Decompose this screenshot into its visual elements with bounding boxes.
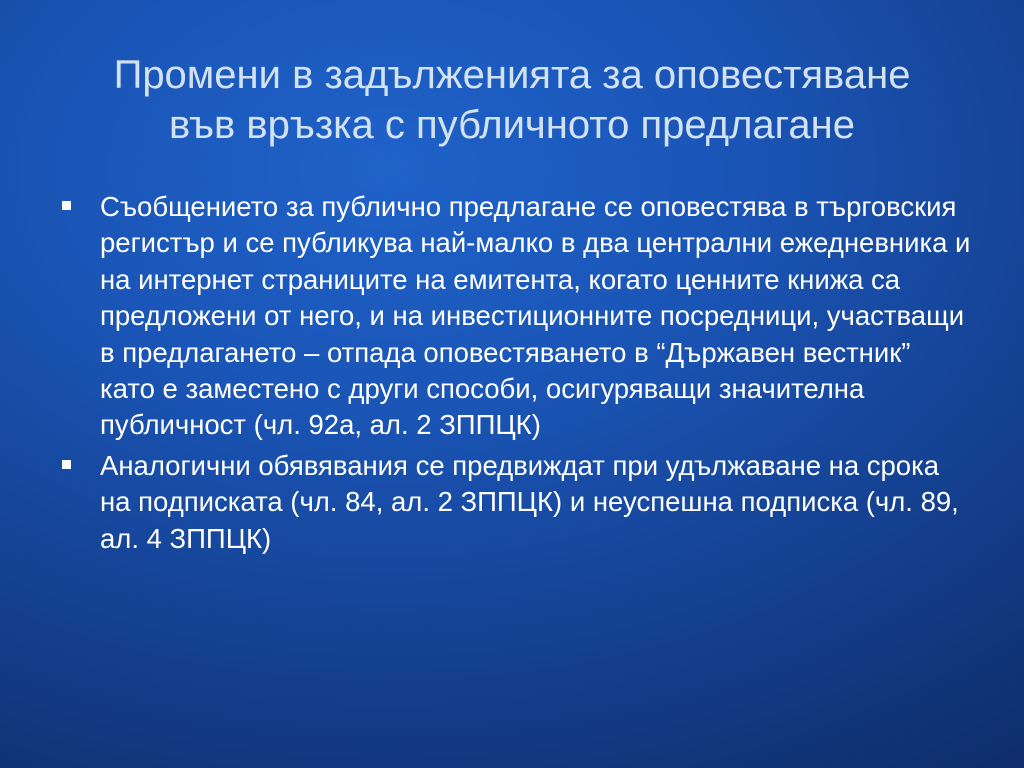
- slide-title-line-2: във връзка с публичното предлагане: [169, 103, 855, 147]
- bullet-text-1: Съобщението за публично предлагане се оповестява в търговския регистър и се публикува най-малко в два централни ежедневника и на интернет страниците на емитента, когато ценните книжа са предложени от него, и на инвестиционните посредници, участващи в предлагането – отпада оповестяването в “Държавен вестник” като е заместено с други способи, осигуряващи значителна публичност (чл. 92а, ал. 2 ЗППЦК): [100, 191, 971, 441]
- bullet-item-2: [62, 448, 972, 557]
- bullet-text-2: Аналогични обявявания се предвиждат при удължаване на срока на подписката (чл. 84, ал. 2 ЗППЦК) и неуспешна подписка (чл. 89, ал. 4 ЗППЦК): [100, 449, 959, 554]
- slide-title-line-1: Промени в задълженията за оповестяване: [113, 53, 911, 97]
- square-bullet-icon: [62, 201, 71, 210]
- bullet-list: [62, 189, 972, 561]
- slide-title: [60, 50, 964, 150]
- square-bullet-icon: [62, 460, 71, 469]
- bullet-item-1: [62, 189, 972, 444]
